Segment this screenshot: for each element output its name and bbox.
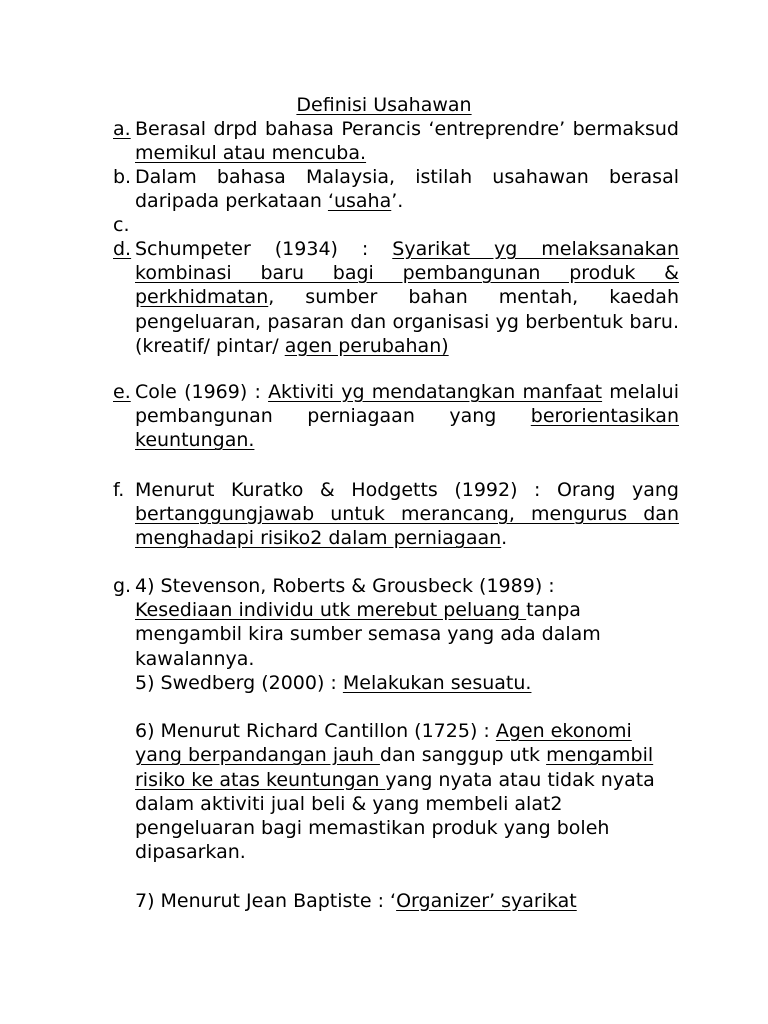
spacer	[135, 864, 679, 888]
item-marker: d.	[113, 238, 132, 260]
spacer	[135, 695, 679, 719]
item-marker: e.	[113, 381, 131, 403]
item-marker: g.	[113, 575, 132, 597]
item-text: Cole (1969) : Aktiviti yg mendatangkan manfaat melalui pembangunan perniagaan yang berorientasikan keuntungan.	[135, 381, 680, 452]
item-text: Dalam bahasa Malaysia, istilah usahawan berasal daripada perkataan ‘usaha’.	[135, 166, 679, 213]
definition-swedberg: 5) Swedberg (2000) : Melakukan sesuatu.	[135, 671, 532, 694]
definition-item-g	[113, 574, 679, 913]
definition-item-e	[113, 380, 679, 453]
definition-stevenson: 4) Stevenson, Roberts & Grousbeck (1989) : Kesediaan individu utk merebut peluang tanpa mengambil kira sumber semasa yang ada dalam kawalannya.	[135, 575, 601, 670]
definition-jean-baptiste: 7) Menurut Jean Baptiste : ‘Organizer’ syarikat	[135, 889, 577, 912]
item-marker: c.	[113, 214, 130, 236]
definition-item-b	[113, 165, 679, 213]
item-marker: b.	[113, 166, 132, 188]
document-title: Definisi Usahawan	[296, 94, 472, 116]
item-text: Menurut Kuratko & Hodgetts (1992) : Orang yang bertanggungjawab untuk merancang, mengurus dan menghadapi risiko2 dalam perniagaan.	[135, 479, 679, 550]
item-marker: f.	[113, 479, 125, 501]
definition-item-d	[113, 237, 679, 358]
item-text: Berasal drpd bahasa Perancis ‘entreprendre’ bermaksud memikul atau mencuba.	[135, 118, 679, 165]
definition-item-f	[113, 478, 679, 551]
item-text: Schumpeter (1934) : Syarikat yg melaksanakan kombinasi baru bagi pembangunan produk & perkhidmatan, sumber bahan mentah, kaedah pengeluaran, pasaran dan organisasi yg berbentuk baru. (kreatif/ pintar/ agen perubahan)	[135, 238, 679, 357]
item-text	[135, 574, 679, 913]
definition-cantillon: 6) Menurut Richard Cantillon (1725) : Agen ekonomi yang berpandangan jauh dan sanggup utk mengambil risiko ke atas keuntungan yang nyata atau tidak nyata dalam aktiviti jual beli & yang membeli alat2 pengeluaran bagi memastikan produk yang boleh dipasarkan.	[135, 720, 655, 864]
item-marker: a.	[113, 118, 131, 140]
definition-item-a	[113, 117, 679, 165]
